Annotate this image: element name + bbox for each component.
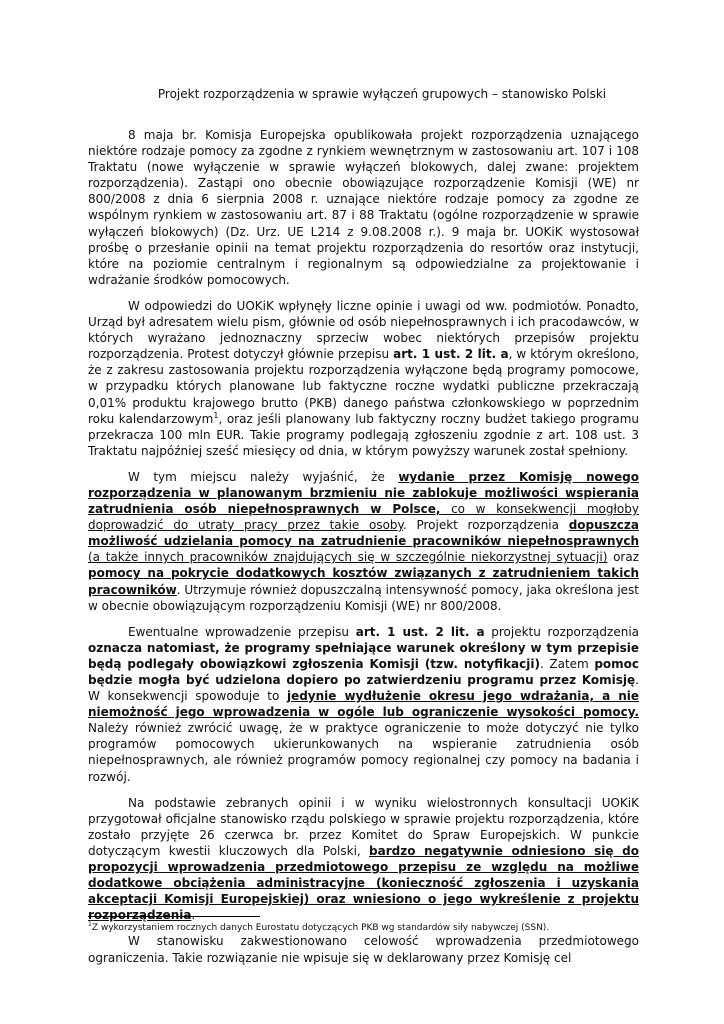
text-run: . Zatem bbox=[539, 656, 595, 671]
text-run: (a także innych pracowników znajdujących się w szczególnie niekorzystnej sytuacji) bbox=[88, 550, 608, 565]
footnote-separator bbox=[88, 916, 260, 917]
text-run: , oraz jeśli planowany lub faktyczny roczny budżet takiego programu przekracza 100 mln EUR. Takie programy podlegają zgłoszeniu zgodnie z art. 108 ust. 3 Traktatu najpóźniej sześć miesięcy od dnia, w którym powyższy warunek został spełniony. bbox=[88, 411, 639, 458]
text-run: W tym miejscu należy wyjaśnić, że bbox=[128, 469, 399, 484]
text-run: dopuszcza możliwość udzielania pomocy na zatrudnienie pracowników niepełnosprawnych bbox=[88, 518, 639, 549]
text-run: pomocy na pokrycie dodatkowych kosztów związanych z zatrudnieniem takich pracowników bbox=[88, 566, 639, 597]
body-paragraph bbox=[88, 127, 639, 288]
text-run: . Utrzymuje również dopuszczalną intensywność pomocy, jaka określona jest w obecnie obowiązującym rozporządzeniu Komisji (WE) nr 800/2008. bbox=[88, 582, 639, 613]
text-run: Ewentualne wprowadzenie przepisu bbox=[128, 624, 356, 639]
text-run: . W konsekwencji spowoduje to bbox=[88, 673, 639, 704]
body-paragraph bbox=[88, 795, 639, 924]
body-paragraph bbox=[88, 469, 639, 614]
text-run: art. 1 ust. 2 lit. a bbox=[393, 347, 509, 362]
text-run: art. 1 ust. 2 lit. a bbox=[355, 624, 485, 639]
text-run: jedynie wydłużenie okresu jego wdrażania, a nie niemożność jego wprowadzenia w ogóle lub ograniczenie wysokości pomocy. bbox=[88, 689, 639, 720]
text-run: Należy również zwrócić uwagę, że w praktyce ograniczenie to może dotyczyć nie tylko programów pomocowych ukierunkowanych na wspieranie zatrudnienia osób niepełnosprawnych, ale również programów pomocy regionalnej czy pomocy na badania i rozwój. bbox=[88, 721, 639, 784]
text-run: oraz bbox=[607, 550, 639, 565]
text-run: , w którym określono, że z zakresu zastosowania projektu rozporządzenia wyłączone będą programy pomocowe, w przypadku których planowane lub faktyczne roczne wydatki publiczne przekraczają 0,01% produktu krajowego brutto (PKB) danego państwa członkowskiego w poprzednim roku kalendarzowym bbox=[88, 347, 640, 426]
document-title: Projekt rozporządzenia w sprawie wyłączeń grupowych – stanowisko Polski bbox=[157, 87, 607, 101]
text-run: co w konsekwencji mogłoby doprowadzić do utraty pracy przez takie osoby bbox=[88, 502, 639, 533]
text-run: Na podstawie zebranych opinii i w wyniku wielostronnych konsultacji UOKiK przygotował oficjalne stanowisko rządu polskiego w sprawie projektu rozporządzenia, które zostało przyjęte 26 czerwca br. przez Komitet do Spraw Europejskich. W punkcie dotyczącym kwestii kluczowych dla Polski, bbox=[88, 795, 639, 858]
body-paragraph bbox=[88, 624, 639, 785]
footnote-reference: 1 bbox=[213, 410, 219, 420]
text-run: projektu rozporządzenia bbox=[484, 624, 640, 639]
text-run: 8 maja br. Komisja Europejska opublikowała projekt rozporządzenia uznającego niektóre rodzaje pomocy za zgodne z rynkiem wewnętrznym w zastosowaniu art. 107 i 108 Traktatu (nowe wyłączenie w sprawie wyłączeń blokowych, dalej zwane: projektem rozporządzenia). Zastąpi ono obecnie obowiązujące rozporządzenie Komisji (WE) nr 800/2008 z dnia 6 sierpnia 2008 r. uznające niektóre rodzaje pomocy za zgodne ze wspólnym rynkiem w zastosowaniu art. 87 i 88 Traktatu (ogólne rozporządzenie w sprawie wyłączeń blokowych) (Dz. Urz. UE L214 z 9.08.2008 r.). 9 maja br. UOKiK wystosował prośbę o przesłanie opinii na temat projektu rozporządzenia do resortów oraz instytucji, które na poziomie centralnym i regionalnym są odpowiedzialne za projektowanie i wdrażanie środków pomocowych. bbox=[88, 128, 639, 287]
text-run: . bbox=[191, 908, 196, 923]
text-run: pomoc będzie mogła być udzielona dopiero po zatwierdzeniu programu przez Komisję bbox=[88, 656, 640, 687]
text-run: bardzo negatywnie odniesiono się do propozycji wprowadzenia przedmiotowego przepisu ze względu na możliwe dodatkowe obciążenia administracyjne (konieczność zgłoszenia i uzyskania akceptacji Komisji Europejskiej) oraz wniesiono o jego wykreślenie z projektu rozporządzenia bbox=[88, 843, 639, 923]
footnote-marker: 1 bbox=[88, 921, 92, 928]
text-run: W odpowiedzi do UOKiK wpłynęły liczne opinie i uwagi od ww. podmiotów. Ponadto, Urząd był adresatem wielu pism, głównie od osób niepełnosprawnych i ich pracodawców, w których wyrażano jednoznaczny sprzeciw wobec niektórych przepisów projektu rozporządzenia. Protest dotyczył głównie przepisu bbox=[88, 298, 639, 362]
body-paragraph bbox=[88, 933, 639, 965]
footnote-text: Z wykorzystaniem rocznych danych Eurostatu dotyczących PKB wg standardów siły nabywczej (SSN). bbox=[91, 923, 550, 933]
footnote bbox=[88, 922, 648, 934]
document-body bbox=[88, 127, 639, 976]
body-paragraph bbox=[88, 298, 639, 459]
text-run: W stanowisku zakwestionowano celowość wprowadzenia przedmiotowego ograniczenia. Takie rozwiązanie nie wpisuje się w deklarowany przez Komisję cel bbox=[88, 934, 639, 965]
text-run: . Projekt rozporządzenia bbox=[402, 518, 569, 533]
text-run: oznacza natomiast, że programy spełniające warunek określony w tym przepisie będą podlegały obowiązkowi zgłoszenia Komisji (tzw. notyfikacji) bbox=[88, 640, 639, 671]
text-run: wydanie przez Komisję nowego rozporządzenia w planowanym brzmieniu nie zablokuje możliwości wspierania zatrudnienia osób niepełnosprawnych w Polsce, bbox=[88, 469, 639, 517]
